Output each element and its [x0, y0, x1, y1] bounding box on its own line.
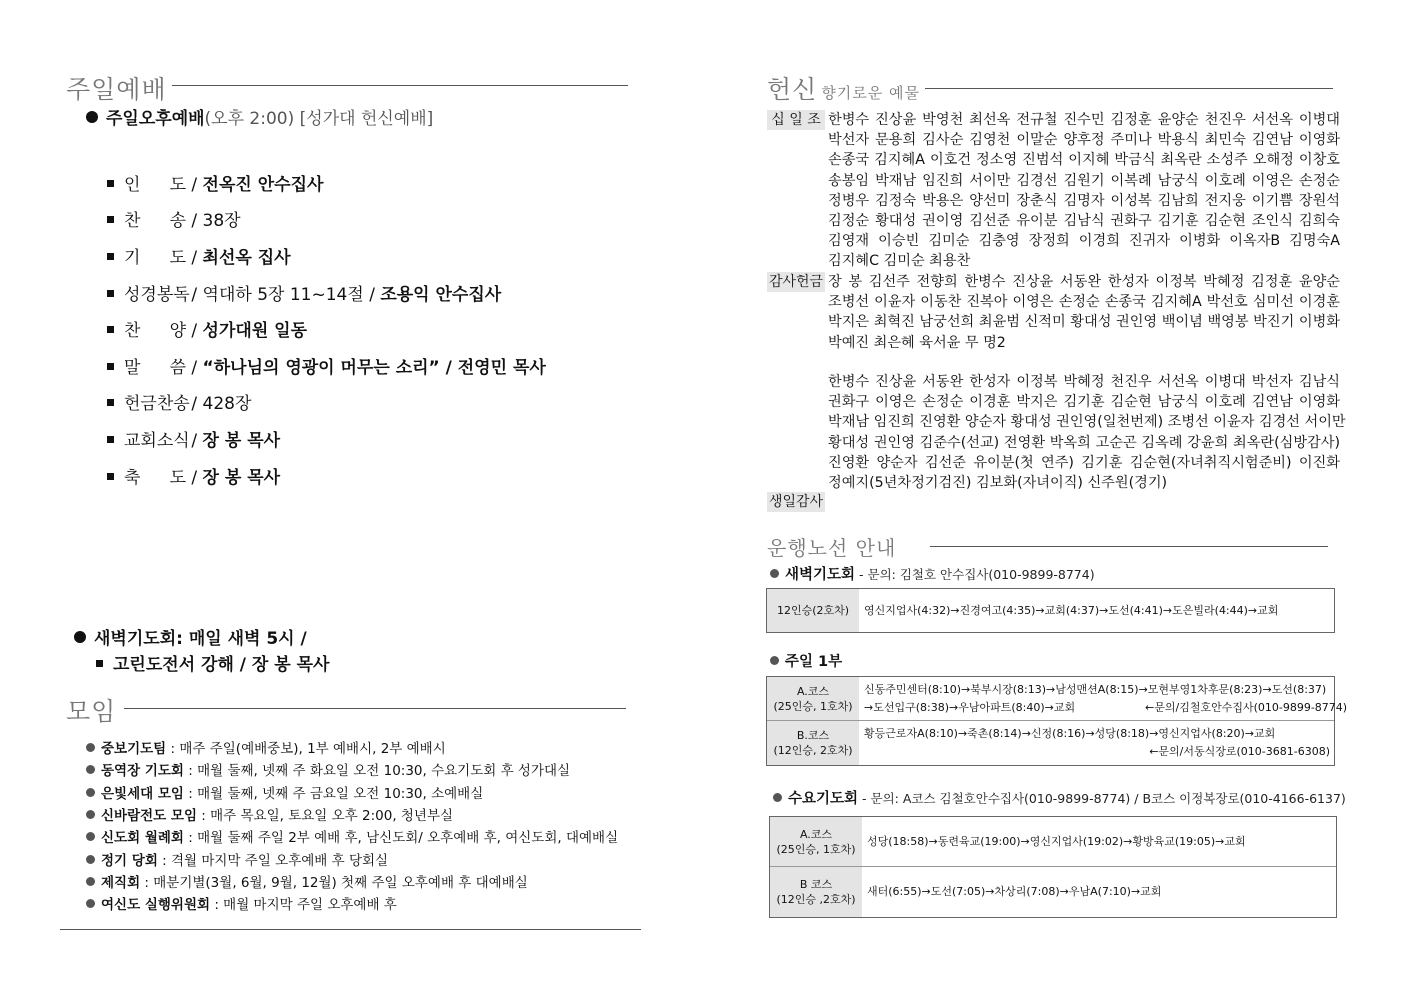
order-value: “하나님의 영광이 머무는 소리” / 전영민 목사 [202, 358, 546, 378]
order-row [107, 353, 546, 378]
offering-name-line: 한병수 진상윤 박영천 최선옥 전규철 진수민 김정훈 윤양순 천진우 서선옥 이병대 [828, 112, 1340, 128]
service-detail: (오후 2:00) [성가대 헌신예배] [204, 109, 434, 129]
wednesday-route-inquiry: - 문의: A코스 김철호안수집사(010-9899-8774) / B코스 이정복장로(010-4166-6137) [858, 791, 1346, 806]
order-label: 찬 송 [124, 211, 186, 231]
meeting-item [86, 893, 397, 913]
offering-category-label: 십 일 조 [767, 110, 825, 130]
offering-name-line: 한병수 진상윤 서동완 한성자 이정복 박혜정 천진우 서선옥 이병대 박선자 김남식 [828, 374, 1340, 390]
meeting-item [86, 849, 388, 869]
meeting-name: 신바람전도 모임 [101, 807, 197, 824]
bus-cell [770, 867, 862, 917]
order-separator: / [186, 468, 203, 488]
route-text: ←문의/서동식장로(010-3681-6308) [1149, 745, 1330, 758]
route-row [767, 721, 1334, 765]
order-separator: / [186, 358, 203, 378]
bullet-icon [86, 899, 95, 908]
bullet-icon [86, 788, 95, 797]
service-heading [86, 104, 433, 129]
offering-title: 헌신 [767, 75, 818, 104]
offering-name-line: 조병선 이윤자 이동찬 진복아 이영은 손정순 손종국 김지혜A 박선호 심미선 이경훈 [828, 294, 1340, 311]
offering-name-line: 권화구 이영은 손정순 이경훈 박지은 김기훈 김순현 남궁식 이호례 김연남 이영화 [828, 394, 1340, 411]
offering-name-line: 손종국 김지혜A 이호건 정소영 진범석 이지혜 박금식 최옥란 소성주 오해정 이창호 [828, 152, 1340, 169]
bus-text: B 코스 [799, 878, 833, 891]
bullet-icon [74, 631, 86, 643]
offering-section-title [767, 70, 920, 106]
route-cell [864, 589, 1330, 632]
offering-names [828, 372, 1346, 493]
dawn-prayer-text: 새벽기도회: 매일 새벽 5시 / [94, 629, 307, 649]
bullet-icon [86, 765, 95, 774]
bus-text: (12인승 ,2호차) [776, 893, 856, 906]
square-bullet-icon [107, 180, 114, 187]
order-separator: / [186, 285, 203, 305]
meeting-item [86, 826, 618, 846]
order-value: 38장 [202, 211, 241, 231]
sunday-route-name: 주일 1부 [785, 654, 843, 670]
meeting-desc: : 매주 목요일, 토요일 오후 2:00, 청년부실 [197, 807, 454, 824]
meeting-desc: : 매월 마지막 주일 오후예배 후 [210, 897, 397, 914]
order-row [107, 206, 241, 231]
square-bullet-icon [107, 473, 114, 480]
route-text: 영신지업사(4:32)→진경여고(4:35)→교회(4:37)→도선(4:41)→도은빌라(4:44)→교회 [864, 603, 1279, 617]
route-row [770, 867, 1336, 917]
offering-name-line: 황대성 권인영 김준수(선교) 전영환 박옥희 고순곤 김옥례 강윤희 최옥란(심방감사) [828, 434, 1340, 451]
order-row [107, 280, 501, 305]
dawn-route-inquiry: - 문의: 김철호 안수집사(010-9899-8774) [855, 567, 1095, 582]
offering-name-line: 송봉임 박재남 임진희 서이만 김경선 김원기 이복례 남궁식 이호례 이영은 손정순 [828, 172, 1340, 189]
offering-names [828, 272, 1340, 353]
route-text: 새터(6:55)→도선(7:05)→차상리(7:08)→우남A(7:10)→교회 [867, 885, 1162, 898]
route-cell [867, 817, 1332, 866]
bullet-icon [86, 877, 95, 886]
order-separator: / [186, 211, 203, 231]
meeting-desc: : 매분기별(3월, 6월, 9월, 12월) 첫째 주일 오후예배 후 대예배실 [140, 874, 528, 891]
offering-category-label: 감사헌금 [767, 272, 825, 292]
order-value: 조용익 안수집사 [380, 285, 502, 305]
offering-category-label: 생일감사 [767, 492, 825, 512]
square-bullet-icon [107, 363, 114, 370]
offering-name-line: 김지혜C 김미순 최용찬 [828, 253, 971, 270]
offering-name-line: 정병우 김정숙 박용은 양선미 장춘식 김명자 이성복 김남희 전지웅 이기쁨 장원석 [828, 192, 1340, 209]
section-divider [930, 546, 1328, 547]
wednesday-route-table [769, 816, 1337, 918]
meeting-item [86, 737, 446, 757]
offering-names [828, 110, 1340, 272]
bus-text: (25인승, 1호차) [776, 842, 856, 856]
order-row [107, 316, 307, 341]
order-label: 찬 양 [124, 321, 186, 341]
service-name: 주일오후예배 [106, 109, 205, 129]
route-row [770, 817, 1336, 867]
route-text: 신동주민센터(8:10)→북부시장(8:13)→남성맨션A(8:15)→모현부영1차후문(8:23)→도선(8:37) [864, 682, 1327, 696]
bus-text: B.코스 [796, 729, 830, 742]
section-divider [172, 85, 628, 86]
square-bullet-icon [107, 216, 114, 223]
order-row [107, 463, 280, 488]
square-bullet-icon [96, 660, 103, 667]
order-label: 성경봉독 [124, 285, 190, 305]
bus-text: A.코스 [799, 827, 833, 841]
route-cell [864, 677, 1348, 720]
order-label: 교회소식 [124, 431, 190, 451]
offering-name-line: 박재남 임진희 진영환 양순자 황대성 권인영(일천번제) 조병선 이윤자 김경선 서이만 [828, 414, 1346, 431]
route-cell [864, 721, 1330, 765]
offering-name-line: 김영재 이승빈 김미순 김충영 장정희 이경희 진귀자 이병화 이옥자B 김명숙A [828, 233, 1340, 250]
section-divider [124, 708, 626, 709]
wednesday-route-heading [773, 787, 1346, 808]
bus-text: (25인승, 1호차) [773, 699, 853, 713]
route-row [767, 589, 1334, 632]
offering-name-line: 정예지(5년차정기검진) 김보화(자녀이직) 신주원(경기) [828, 474, 1168, 491]
routes-section-title: 운행노선 안내 [767, 536, 897, 560]
dawn-route-table [766, 588, 1335, 633]
offering-name-line: 장 봉 김선주 전향희 한병수 진상윤 서동완 한성자 이정복 박혜정 김정훈 윤양순 [828, 274, 1340, 290]
order-plain-value: 역대하 5장 11~14절 / [202, 285, 375, 305]
order-separator: / [186, 321, 203, 341]
square-bullet-icon [107, 253, 114, 260]
bullet-icon [773, 793, 782, 802]
offering-name-line: 진영환 양순자 김선준 유이분(첫 연주) 김기훈 김순현(자녀취직시험준비) 이진화 [828, 454, 1340, 471]
order-separator: / [186, 175, 203, 195]
bus-cell [767, 589, 859, 632]
route-cell [867, 867, 1332, 917]
dawn-sermon-text: 고린도전서 강해 / 장 봉 목사 [113, 655, 330, 675]
route-text: 황등근로자A(8:10)→죽촌(8:14)→신정(8:16)→성당(8:18)→영신지업사(8:20)→교회 [864, 727, 1276, 740]
meeting-item [86, 782, 483, 802]
order-label: 인 도 [124, 175, 186, 195]
offering-subtitle: 향기로운 예물 [821, 84, 921, 102]
order-value: 최선옥 집사 [202, 248, 291, 268]
meeting-desc: : 격월 마지막 주일 오후예배 후 당회실 [157, 852, 389, 869]
order-label: 헌금찬송 [124, 394, 190, 414]
square-bullet-icon [107, 326, 114, 333]
order-value: 장 봉 목사 [202, 468, 281, 488]
meeting-name: 은빛세대 모임 [101, 785, 184, 802]
meeting-desc: : 매월 둘째, 넷째 주 화요일 오전 10:30, 수요기도회 후 성가대실 [183, 763, 571, 780]
meeting-desc: : 매주 주일(예배중보), 1부 예배시, 2부 예배시 [166, 741, 446, 757]
order-value: 성가대원 일동 [202, 321, 307, 341]
order-row [107, 170, 323, 195]
order-label: 축 도 [124, 468, 186, 488]
sunday-route-heading [770, 650, 842, 671]
route-text: 성당(18:58)→동련육교(19:00)→영신지업사(19:02)→황방육교(19:05)→교회 [867, 834, 1246, 848]
bullet-icon [86, 832, 95, 841]
bullet-icon [770, 569, 779, 578]
worship-section-title: 주일예배 [66, 75, 167, 104]
order-row [107, 389, 251, 414]
offering-name-line: 박예진 최은혜 육서윤 무 명2 [828, 334, 1006, 351]
meeting-name: 정기 당회 [101, 852, 158, 869]
meeting-name: 중보기도팀 [101, 741, 167, 757]
meeting-item [86, 871, 528, 891]
bus-cell [767, 677, 859, 720]
offering-name-line: 박선자 문용희 김사순 김영천 이말순 양후정 주미나 박용식 최민숙 김연남 이영화 [828, 132, 1340, 149]
order-value: 428장 [202, 394, 252, 414]
sunday-route-table [766, 676, 1348, 766]
dawn-prayer-line [74, 624, 307, 649]
offering-name-line: 박지은 최혁진 남궁선희 최윤범 신적미 황대성 권인영 백이념 백영봉 박진기 이병화 [828, 314, 1340, 331]
order-value: 장 봉 목사 [202, 431, 281, 451]
dawn-route-heading [770, 563, 1095, 584]
offering-name-line: 김정순 황대성 권이영 김선준 유이분 김남식 권화구 김기훈 김순현 조인식 김희숙 [828, 212, 1340, 229]
order-value: 전옥진 안수집사 [202, 175, 324, 195]
dawn-sermon-line [96, 650, 329, 675]
order-row [107, 243, 291, 268]
order-separator: / [186, 248, 203, 268]
order-label: 말 씀 [124, 358, 186, 378]
order-row [107, 426, 280, 451]
meeting-item [86, 759, 570, 779]
bus-text: A.코스 [796, 684, 830, 698]
meeting-name: 제직회 [101, 874, 141, 891]
meetings-section-title: 모임 [66, 697, 117, 726]
bus-text: 12인승(2호차) [776, 604, 850, 617]
meeting-desc: : 매월 둘째 주일 2부 예배 후, 남신도회/ 오후예배 후, 여신도회, 대예배실 [183, 830, 619, 847]
bullet-icon [86, 743, 95, 752]
section-divider [925, 88, 1333, 89]
bullet-icon [86, 855, 95, 864]
meeting-name: 신도회 월례회 [101, 830, 184, 847]
bottom-divider [60, 929, 641, 930]
order-label: 기 도 [124, 248, 186, 268]
bus-cell [767, 721, 859, 765]
route-text: →도선입구(8:38)→우남아파트(8:40)→교회 ←문의/김철호안수집사(010-9899-8774) [864, 700, 1348, 714]
order-separator: / [186, 394, 203, 414]
bullet-icon [86, 810, 95, 819]
meeting-item [86, 804, 453, 824]
meeting-name: 동역장 기도회 [101, 763, 184, 780]
meeting-desc: : 매월 둘째, 넷째 주 금요일 오전 10:30, 소예배실 [183, 785, 484, 802]
bus-text: (12인승, 2호차) [773, 744, 853, 757]
square-bullet-icon [107, 399, 114, 406]
bus-cell [770, 817, 862, 866]
dawn-route-name: 새벽기도회 [785, 567, 856, 583]
bullet-icon [770, 656, 779, 665]
route-row [767, 677, 1348, 721]
square-bullet-icon [107, 290, 114, 297]
wednesday-route-name: 수요기도회 [788, 791, 859, 807]
meeting-name: 여신도 실행위원회 [101, 897, 211, 914]
bullet-icon [86, 111, 98, 123]
square-bullet-icon [107, 436, 114, 443]
order-separator: / [186, 431, 203, 451]
